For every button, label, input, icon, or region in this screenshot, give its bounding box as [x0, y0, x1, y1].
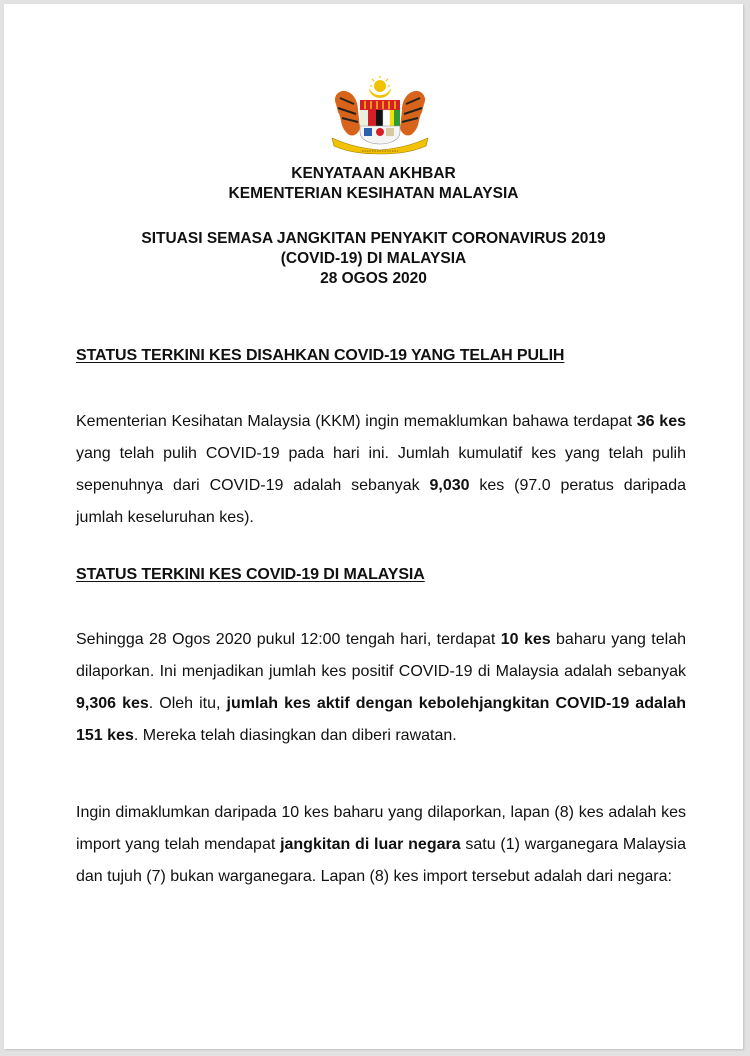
text: baharu yang telah dilaporkan. Ini menjadikan jumlah kes positif COVID-19 di Malaysia adalah sebanyak: [76, 631, 686, 680]
text: . Oleh itu,: [148, 695, 227, 712]
statement-date: 28 OGOS 2020: [320, 270, 427, 287]
text: Ingin dimaklumkan daripada 10 kes baharu yang dilaporkan, lapan (8) kes adalah kes import yang telah mendapat: [76, 804, 686, 853]
header-title: KENYATAAN AKHBAR: [291, 165, 456, 182]
subheader-title-cont: (COVID-19) DI MALAYSIA: [280, 250, 467, 267]
section-title-malaysia-status: STATUS TERKINI KES COVID-19 DI MALAYSIA: [76, 566, 425, 583]
text: yang telah pulih COVID-19 pada hari ini. Jumlah kumulatif kes yang telah pulih sepenuhnya dari COVID-19 adalah sebanyak: [76, 445, 686, 494]
paragraph-new-cases: [76, 624, 686, 752]
text: Sehingga 28 Ogos 2020 pukul 12:00 tengah hari, terdapat: [76, 631, 501, 648]
malaysia-coat-of-arms-icon: [328, 74, 432, 156]
situation-subheader: [4, 229, 743, 289]
press-statement-header: [4, 164, 743, 204]
recovered-cumulative-count: 9,030: [429, 477, 470, 494]
section-title-recovered: STATUS TERKINI KES DISAHKAN COVID-19 YANG TELAH PULIH: [76, 347, 565, 364]
text: satu (1) warganegara Malaysia dan tujuh (7) bukan warganegara. Lapan (8) kes import tersebut adalah dari negara:: [76, 836, 687, 885]
text: Kementerian Kesihatan Malaysia (KKM) ingin memaklumkan bahawa terdapat: [76, 413, 637, 430]
subheader-title: SITUASI SEMASA JANGKITAN PENYAKIT CORONAVIRUS 2019: [141, 230, 606, 247]
text: . Mereka telah diasingkan dan diberi rawatan.: [133, 727, 457, 744]
document-page: [4, 4, 743, 1049]
paragraph-recovered: [76, 406, 686, 534]
infection-abroad-phrase: jangkitan di luar negara: [280, 836, 461, 853]
new-cases-count: 10 kes: [500, 631, 551, 648]
header-ministry: KEMENTERIAN KESIHATAN MALAYSIA: [228, 185, 519, 202]
text: kes (97.0 peratus daripada jumlah keseluruhan kes).: [76, 477, 686, 526]
paragraph-imported-cases: [76, 797, 686, 893]
active-cases-statement: jumlah kes aktif dengan kebolehjangkitan COVID-19 adalah 151 kes: [76, 695, 686, 744]
total-cases-count: 9,306 kes: [76, 695, 149, 712]
recovered-today-count: 36 kes: [636, 413, 687, 430]
